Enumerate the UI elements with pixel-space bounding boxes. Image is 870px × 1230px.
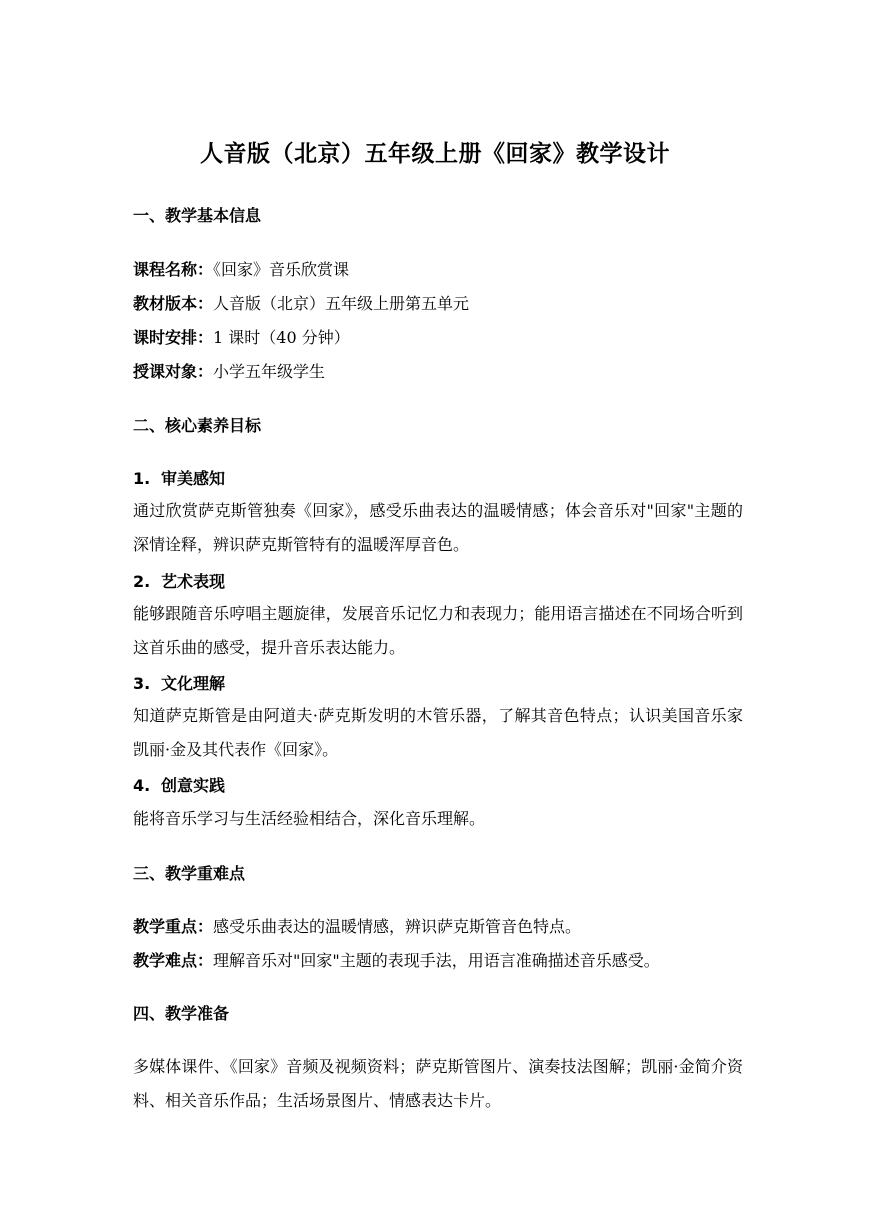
key-point-label: 教学重点： <box>133 917 214 936</box>
info-line-schedule <box>133 326 743 350</box>
goal-title: 审美感知 <box>161 469 226 488</box>
section-heading-preparation: 四、教学准备 <box>133 1004 230 1023</box>
goal-heading-performance <box>133 570 225 594</box>
goal-number: 2. <box>133 572 151 591</box>
preparation-text: 多媒体课件、《回家》音频及视频资料；萨克斯管图片、演奏技法图解；凯丽·金简介资料、相关音乐作品；生活场景图片、情感表达卡片。 <box>133 1057 743 1110</box>
difficulty-label: 教学难点： <box>133 951 214 970</box>
goal-text-performance: 能够跟随音乐哼唱主题旋律，发展音乐记忆力和表现力；能用语言描述在不同场合听到这首乐曲的感受，提升音乐表达能力。 <box>133 604 743 657</box>
info-label: 课程名称： <box>133 260 214 279</box>
difficulty-line <box>133 949 743 973</box>
section-heading-goals: 二、核心素养目标 <box>133 416 262 435</box>
info-label: 授课对象： <box>133 362 214 381</box>
info-label: 教材版本： <box>133 294 214 313</box>
goal-number: 4. <box>133 776 151 795</box>
key-point-value: 感受乐曲表达的温暖情感，辨识萨克斯管音色特点。 <box>213 917 582 936</box>
goal-heading-culture <box>133 672 225 696</box>
goal-text-culture: 知道萨克斯管是由阿道夫·萨克斯发明的木管乐器，了解其音色特点；认识美国音乐家凯丽·金及其代表作《回家》。 <box>133 706 743 759</box>
info-label: 课时安排： <box>133 328 214 347</box>
info-line-textbook <box>133 292 743 316</box>
info-line-audience <box>133 360 743 384</box>
goal-title: 艺术表现 <box>161 572 226 591</box>
goal-title: 创意实践 <box>161 776 226 795</box>
document-title: 人音版（北京）五年级上册《回家》教学设计 <box>200 141 670 167</box>
goal-heading-creative <box>133 774 225 798</box>
info-value: 小学五年级学生 <box>213 362 326 381</box>
goal-number: 1. <box>133 469 151 488</box>
goal-text-aesthetic: 通过欣赏萨克斯管独奏《回家》，感受乐曲表达的温暖情感；体会音乐对"回家"主题的深情诠释，辨识萨克斯管特有的温暖浑厚音色。 <box>133 501 743 554</box>
goal-title: 文化理解 <box>161 674 226 693</box>
goal-text-creative: 能将音乐学习与生活经验相结合，深化音乐理解。 <box>133 809 486 828</box>
key-point-line <box>133 915 743 939</box>
info-value: 《回家》音乐欣赏课 <box>213 260 350 279</box>
goal-heading-aesthetic <box>133 467 225 491</box>
info-value: 1 课时（40 分钟） <box>213 328 350 347</box>
difficulty-value: 理解音乐对"回家"主题的表现手法，用语言准确描述音乐感受。 <box>213 951 660 970</box>
goal-number: 3. <box>133 674 151 693</box>
section-heading-basic-info: 一、教学基本信息 <box>133 206 262 225</box>
info-line-course-name <box>133 258 743 282</box>
section-heading-key-points: 三、教学重难点 <box>133 864 246 883</box>
info-value: 人音版（北京）五年级上册第五单元 <box>213 294 470 313</box>
